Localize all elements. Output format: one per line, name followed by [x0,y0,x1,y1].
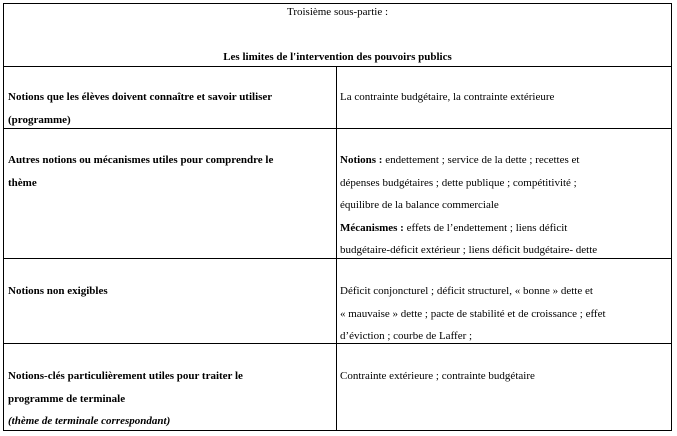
content-line: La contrainte budgétaire, la contrainte extérieure [340,91,555,103]
row-2-label [8,149,273,194]
label-line: (programme) [8,113,71,126]
content-line: effets de l’endettement ; liens déficit [403,221,568,234]
section-subtitle: Troisième sous-partie : [286,6,389,18]
label-line: Notions-clés particulièrement utiles pour traiter le [8,370,243,382]
label-italic: (thème de terminale correspondant) [8,415,171,427]
content-line: dépenses budgétaires ; dette publique ; compétitivité ; [340,176,577,189]
content-line: d’éviction ; courbe de Laffer ; [340,330,473,342]
content-line: endettement ; service de la dette ; recettes et [382,154,580,166]
row-3-label [8,280,108,303]
label-line: Autres notions ou mécanismes utiles pour comprendre le [8,154,274,166]
mecanismes-label: Mécanismes : [340,221,404,234]
label-line: thème [8,176,37,189]
label-line: Notions que les élèves doivent connaître et savoir utiliser [8,91,273,103]
row-1-label [8,86,272,131]
row-2-content [340,149,597,262]
content-line: équilibre de la balance commerciale [340,199,499,211]
content-line: budgétaire-déficit extérieur ; liens déficit budgétaire- dette [340,244,598,256]
row-1-content [340,86,554,109]
column-divider [336,66,337,431]
row-4-label [8,365,243,433]
label-line: programme de terminale [8,392,126,405]
content-line: Contrainte extérieure ; contrainte budgétaire [340,370,535,382]
content-line: « mauvaise » dette ; pacte de stabilité et de croissance ; effet [340,307,606,320]
row-4-content [340,365,535,388]
content-line: Déficit conjoncturel ; déficit structurel, « bonne » dette et [340,285,593,297]
section-title [3,46,672,69]
notions-label: Notions : [340,154,383,166]
row-3-content [340,280,606,348]
section-title-text: Les limites de l'intervention des pouvoirs publics [223,51,452,63]
label-line: Notions non exigibles [8,285,108,297]
